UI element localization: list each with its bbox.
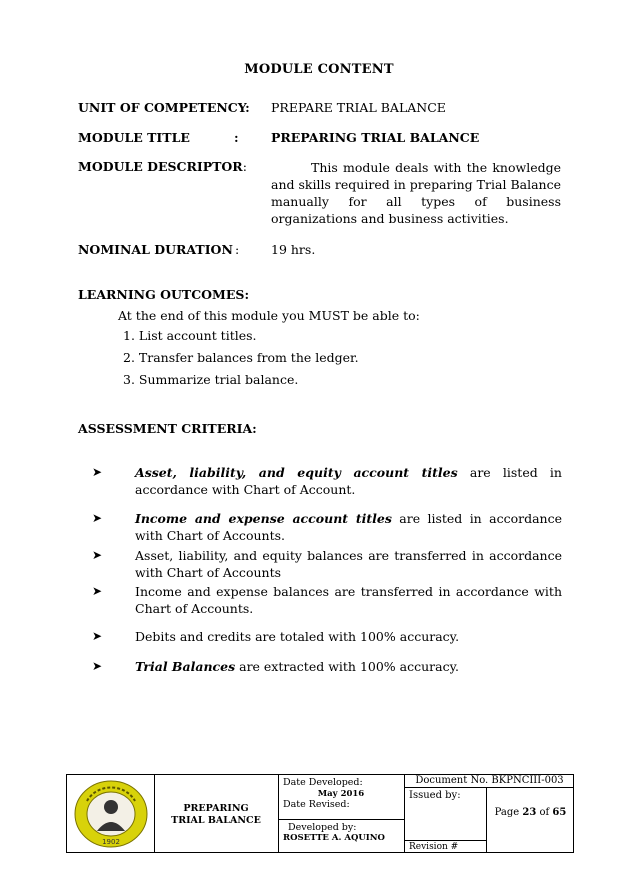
date-developed-label: Date Developed: <box>283 777 363 788</box>
developer-name: ROSETTE A. AQUINO <box>283 833 385 843</box>
learning-intro: At the end of this module you MUST be able to: <box>118 308 420 323</box>
unit-value: PREPARE TRIAL BALANCE <box>271 100 446 115</box>
duration-value: 19 hrs. <box>271 242 316 257</box>
school-seal-logo <box>73 779 149 849</box>
arrow-bullet-icon: ➤ <box>92 465 103 479</box>
outcome-item: 1. List account titles. <box>123 328 257 343</box>
arrow-bullet-icon: ➤ <box>92 659 103 673</box>
date-developed-value: May 2016 <box>317 789 365 799</box>
outcome-item: 2. Transfer balances from the ledger. <box>123 350 359 365</box>
criteria-item: ➤ Trial Balances are extracted with 100% accuracy. <box>92 659 459 674</box>
assessment-heading: ASSESSMENT CRITERIA: <box>78 421 257 436</box>
arrow-bullet-icon: ➤ <box>92 548 103 562</box>
svg-text:1902: 1902 <box>102 838 120 846</box>
footer-module-name: PREPARING TRIAL BALANCE <box>171 803 261 826</box>
issued-by-label: Issued by: <box>409 790 461 801</box>
module-title-value: PREPARING TRIAL BALANCE <box>271 130 480 145</box>
page-title: MODULE CONTENT <box>244 62 394 77</box>
learning-heading: LEARNING OUTCOMES: <box>78 287 250 302</box>
module-title-label: MODULE TITLE <box>78 130 190 145</box>
unit-label: UNIT OF COMPETENCY: <box>78 100 250 115</box>
arrow-bullet-icon: ➤ <box>92 629 103 643</box>
document-footer-table <box>66 774 574 853</box>
arrow-bullet-icon: ➤ <box>92 511 103 525</box>
criteria-item: ➤ Asset, liability, and equity account titles are listed in accordance with Chart of Account. <box>92 465 562 497</box>
developed-by-label: Developed by: <box>288 822 357 833</box>
arrow-bullet-icon: ➤ <box>92 584 103 598</box>
page-number: Page 23 of 65 <box>494 807 567 818</box>
date-revised-label: Date Revised: <box>283 799 350 810</box>
duration-colon: : <box>235 242 240 257</box>
module-title-colon: : <box>234 130 239 145</box>
duration-label: NOMINAL DURATION <box>78 242 233 257</box>
criteria-item: ➤ Income and expense balances are transferred in accordance with Chart of Accounts. <box>92 584 562 616</box>
descriptor-label: MODULE DESCRIPTOR: <box>78 159 247 174</box>
criteria-item: ➤ Asset, liability, and equity balances are transferred in accordance with Chart of Accounts <box>92 548 562 580</box>
revision-label: Revision # <box>409 842 459 852</box>
descriptor-text: This module deals with the knowledge and skills required in preparing Trial Balance manually for all types of business organizations and business activities. <box>271 160 561 226</box>
outcome-item: 3. Summarize trial balance. <box>123 372 299 387</box>
document-number: Document No. BKPNCIII-003 <box>415 775 564 786</box>
criteria-item: ➤ Income and expense account titles are listed in accordance with Chart of Accounts. <box>92 511 562 543</box>
criteria-item: ➤ Debits and credits are totaled with 100% accuracy. <box>92 629 460 644</box>
